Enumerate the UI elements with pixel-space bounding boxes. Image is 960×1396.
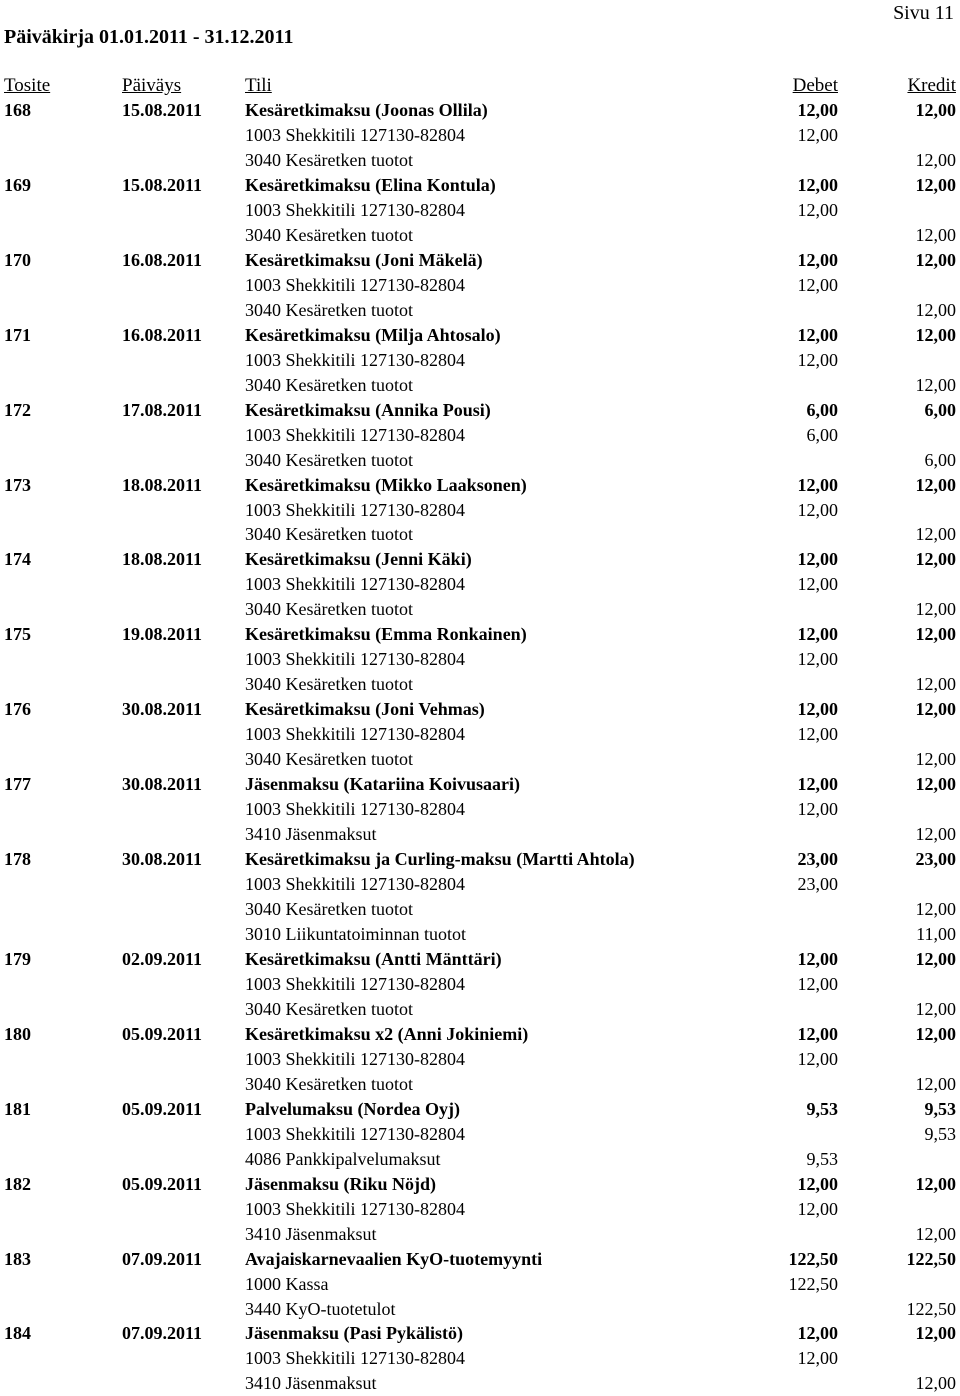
line-debet: 12,00	[797, 124, 838, 145]
entry-account-line	[0, 1371, 960, 1396]
entry-kredit: 12,00	[915, 324, 956, 345]
entry-account-line	[0, 123, 960, 148]
entry-account-line	[0, 672, 960, 697]
account-name: 1003 Shekkitili 127130-82804	[245, 973, 465, 994]
line-kredit: 12,00	[915, 899, 956, 919]
entry-kredit: 6,00	[924, 399, 956, 420]
entry-description: Kesäretkimaksu ja Curling-maksu (Martti Ahtola)	[245, 849, 635, 870]
entry-debet: 12,00	[797, 699, 838, 720]
line-debet: 6,00	[806, 424, 838, 445]
entry-date: 16.08.2011	[122, 324, 203, 345]
entry-header-row	[0, 697, 960, 722]
voucher-number: 182	[4, 1173, 31, 1194]
entry-account-line	[0, 722, 960, 747]
voucher-number: 172	[4, 399, 31, 420]
entry-description: Kesäretkimaksu (Antti Mänttäri)	[245, 948, 502, 969]
account-name: 1003 Shekkitili 127130-82804	[245, 724, 465, 745]
entry-date: 30.08.2011	[122, 699, 203, 720]
line-debet: 12,00	[797, 973, 838, 994]
voucher-number: 170	[4, 249, 31, 270]
voucher-number: 175	[4, 624, 31, 645]
entry-kredit: 12,00	[915, 1023, 956, 1044]
entry-debet: 12,00	[797, 948, 838, 969]
voucher-number: 184	[4, 1323, 31, 1344]
entry-date: 05.09.2011	[122, 1023, 203, 1044]
column-header-debet: Debet	[792, 75, 838, 96]
account-name: 1003 Shekkitili 127130-82804	[245, 1048, 465, 1069]
entry-header-row	[0, 1247, 960, 1272]
entry-kredit: 122,50	[906, 1248, 956, 1269]
line-kredit: 12,00	[915, 524, 956, 545]
entry-header-row	[0, 772, 960, 797]
entry-header-row	[0, 473, 960, 498]
entry-header-row	[0, 547, 960, 572]
entry-account-line	[0, 822, 960, 847]
voucher-number: 179	[4, 948, 31, 969]
account-name: 1003 Shekkitili 127130-82804	[245, 574, 465, 595]
column-header-tili: Tili	[245, 75, 272, 96]
account-name: 1003 Shekkitili 127130-82804	[245, 199, 465, 220]
line-kredit: 12,00	[915, 374, 956, 395]
entry-account-line	[0, 572, 960, 597]
entry-debet: 12,00	[797, 324, 838, 345]
line-kredit: 12,00	[915, 599, 956, 620]
voucher-number: 178	[4, 849, 31, 870]
account-name: 3040 Kesäretken tuotot	[245, 749, 413, 770]
entry-header-row	[0, 1097, 960, 1122]
entry-date: 18.08.2011	[122, 549, 203, 570]
entry-description: Kesäretkimaksu (Mikko Laaksonen)	[245, 474, 527, 495]
voucher-number: 169	[4, 174, 31, 195]
account-name: 1003 Shekkitili 127130-82804	[245, 649, 465, 670]
account-name: 3410 Jäsenmaksut	[245, 1373, 377, 1394]
account-name: 1003 Shekkitili 127130-82804	[245, 799, 465, 820]
account-name: 3040 Kesäretken tuotot	[245, 299, 413, 320]
entry-description: Kesäretkimaksu x2 (Anni Jokiniemi)	[245, 1023, 529, 1044]
entry-description: Kesäretkimaksu (Emma Ronkainen)	[245, 624, 527, 645]
column-header-paivays: Päiväys	[122, 75, 182, 96]
entry-header-row	[0, 98, 960, 123]
account-name: 1000 Kassa	[245, 1273, 329, 1294]
entry-debet: 12,00	[797, 249, 838, 270]
account-name: 1003 Shekkitili 127130-82804	[245, 499, 465, 520]
entry-debet: 23,00	[797, 849, 838, 870]
line-kredit: 12,00	[915, 299, 956, 320]
entry-account-line	[0, 1346, 960, 1371]
line-debet: 12,00	[797, 574, 838, 595]
line-debet: 12,00	[797, 724, 838, 745]
entry-account-line	[0, 872, 960, 897]
entry-debet: 12,00	[797, 1323, 838, 1344]
entry-debet: 6,00	[806, 399, 838, 420]
entry-kredit: 12,00	[915, 100, 956, 120]
line-debet: 12,00	[797, 649, 838, 670]
entry-account-line	[0, 972, 960, 997]
column-header-tosite: Tosite	[4, 75, 51, 96]
entry-account-line	[0, 597, 960, 622]
entry-debet: 12,00	[797, 100, 838, 120]
account-name: 1003 Shekkitili 127130-82804	[245, 349, 465, 370]
entry-account-line	[0, 223, 960, 248]
entry-account-line	[0, 747, 960, 772]
line-kredit: 12,00	[915, 824, 956, 845]
entry-kredit: 12,00	[915, 174, 956, 195]
voucher-number: 181	[4, 1098, 31, 1119]
journal-entries	[0, 98, 960, 1396]
account-name: 3040 Kesäretken tuotot	[245, 998, 413, 1019]
entry-description: Kesäretkimaksu (Annika Pousi)	[245, 399, 491, 420]
entry-header-row	[0, 1321, 960, 1346]
line-debet: 9,53	[806, 1148, 838, 1169]
entry-account-line	[0, 298, 960, 323]
account-name: 3010 Liikuntatoiminnan tuotot	[245, 923, 466, 944]
entry-date: 30.08.2011	[122, 849, 203, 870]
line-kredit: 12,00	[915, 749, 956, 770]
voucher-number: 177	[4, 774, 31, 795]
entry-account-line	[0, 1047, 960, 1072]
account-name: 3040 Kesäretken tuotot	[245, 599, 413, 620]
account-name: 1003 Shekkitili 127130-82804	[245, 1348, 465, 1369]
entry-account-line	[0, 1147, 960, 1172]
line-kredit: 12,00	[915, 1373, 956, 1394]
voucher-number: 173	[4, 474, 31, 495]
entry-account-line	[0, 1197, 960, 1222]
column-header-kredit: Kredit	[907, 75, 956, 96]
entry-debet: 12,00	[797, 1173, 838, 1194]
entry-kredit: 12,00	[915, 948, 956, 969]
entry-description: Kesäretkimaksu (Joonas Ollila)	[245, 100, 488, 120]
account-name: 3040 Kesäretken tuotot	[245, 524, 413, 545]
entry-account-line	[0, 1272, 960, 1297]
line-debet: 12,00	[797, 274, 838, 295]
entry-account-line	[0, 1297, 960, 1322]
account-name: 3040 Kesäretken tuotot	[245, 1073, 413, 1094]
entry-header-row	[0, 248, 960, 273]
entry-kredit: 23,00	[915, 849, 956, 870]
account-name: 3040 Kesäretken tuotot	[245, 449, 413, 470]
voucher-number: 168	[4, 100, 31, 120]
entry-account-line	[0, 1222, 960, 1247]
entry-header-row	[0, 847, 960, 872]
entry-debet: 12,00	[797, 624, 838, 645]
line-debet: 23,00	[797, 874, 838, 895]
entry-date: 05.09.2011	[122, 1173, 203, 1194]
line-debet: 12,00	[797, 1348, 838, 1369]
entry-account-line	[0, 348, 960, 373]
line-debet: 12,00	[797, 799, 838, 820]
entry-kredit: 12,00	[915, 249, 956, 270]
account-name: 3040 Kesäretken tuotot	[245, 674, 413, 695]
line-kredit: 12,00	[915, 674, 956, 695]
voucher-number: 171	[4, 324, 31, 345]
account-name: 3040 Kesäretken tuotot	[245, 224, 413, 245]
line-debet: 12,00	[797, 349, 838, 370]
line-kredit: 6,00	[924, 449, 956, 470]
entry-header-row	[0, 1022, 960, 1047]
entry-kredit: 12,00	[915, 699, 956, 720]
line-debet: 122,50	[788, 1273, 838, 1294]
entry-header-row	[0, 323, 960, 348]
account-name: 3410 Jäsenmaksut	[245, 824, 377, 845]
entry-account-line	[0, 897, 960, 922]
account-name: 4086 Pankkipalvelumaksut	[245, 1148, 441, 1169]
entry-description: Palvelumaksu (Nordea Oyj)	[245, 1098, 460, 1119]
entry-account-line	[0, 797, 960, 822]
entry-debet: 9,53	[806, 1098, 838, 1119]
entry-kredit: 12,00	[915, 624, 956, 645]
line-kredit: 12,00	[915, 224, 956, 245]
line-debet: 12,00	[797, 199, 838, 220]
line-kredit: 11,00	[916, 923, 956, 944]
account-name: 1003 Shekkitili 127130-82804	[245, 274, 465, 295]
entry-header-row	[0, 1172, 960, 1197]
entry-account-line	[0, 148, 960, 173]
entry-date: 18.08.2011	[122, 474, 203, 495]
entry-date: 16.08.2011	[122, 249, 203, 270]
entry-date: 05.09.2011	[122, 1098, 203, 1119]
account-name: 1003 Shekkitili 127130-82804	[245, 124, 465, 145]
entry-account-line	[0, 448, 960, 473]
entry-account-line	[0, 1072, 960, 1097]
entry-header-row	[0, 947, 960, 972]
entry-description: Kesäretkimaksu (Jenni Käki)	[245, 549, 472, 570]
entry-header-row	[0, 622, 960, 647]
account-name: 1003 Shekkitili 127130-82804	[245, 1198, 465, 1219]
voucher-number: 176	[4, 699, 31, 720]
entry-description: Kesäretkimaksu (Milja Ahtosalo)	[245, 324, 501, 345]
line-kredit: 9,53	[924, 1123, 956, 1144]
entry-kredit: 12,00	[915, 1173, 956, 1194]
entry-date: 17.08.2011	[122, 399, 203, 420]
entry-description: Jäsenmaksu (Pasi Pykälistö)	[245, 1323, 464, 1344]
entry-debet: 12,00	[797, 774, 838, 795]
account-name: 1003 Shekkitili 127130-82804	[245, 874, 465, 895]
entry-kredit: 12,00	[915, 1323, 956, 1344]
entry-kredit: 12,00	[915, 549, 956, 570]
entry-debet: 12,00	[797, 474, 838, 495]
entry-account-line	[0, 423, 960, 448]
page-number: Sivu 11	[893, 2, 954, 24]
entry-description: Kesäretkimaksu (Elina Kontula)	[245, 174, 496, 195]
entry-date: 30.08.2011	[122, 774, 203, 795]
entry-debet: 12,00	[797, 549, 838, 570]
entry-description: Kesäretkimaksu (Joni Mäkelä)	[245, 249, 483, 270]
entry-debet: 12,00	[797, 174, 838, 195]
entry-account-line	[0, 647, 960, 672]
entry-account-line	[0, 273, 960, 298]
entry-date: 19.08.2011	[122, 624, 203, 645]
entry-date: 02.09.2011	[122, 948, 203, 969]
line-debet: 12,00	[797, 1048, 838, 1069]
account-name: 1003 Shekkitili 127130-82804	[245, 424, 465, 445]
entry-date: 15.08.2011	[122, 100, 203, 120]
entry-account-line	[0, 1122, 960, 1147]
voucher-number: 174	[4, 549, 31, 570]
line-kredit: 12,00	[915, 1073, 956, 1094]
voucher-number: 180	[4, 1023, 31, 1044]
account-name: 3410 Jäsenmaksut	[245, 1223, 377, 1244]
entry-account-line	[0, 373, 960, 398]
entry-account-line	[0, 198, 960, 223]
entry-debet: 122,50	[788, 1248, 838, 1269]
entry-kredit: 12,00	[915, 474, 956, 495]
entry-account-line	[0, 997, 960, 1022]
entry-date: 07.09.2011	[122, 1248, 203, 1269]
entry-header-row	[0, 173, 960, 198]
entry-date: 15.08.2011	[122, 174, 203, 195]
entry-description: Kesäretkimaksu (Joni Vehmas)	[245, 699, 485, 720]
entry-kredit: 9,53	[924, 1098, 956, 1119]
account-name: 3040 Kesäretken tuotot	[245, 149, 413, 170]
entry-account-line	[0, 522, 960, 547]
line-kredit: 122,50	[906, 1298, 956, 1319]
line-debet: 12,00	[797, 499, 838, 520]
document-title: Päiväkirja 01.01.2011 - 31.12.2011	[4, 26, 294, 48]
entry-debet: 12,00	[797, 1023, 838, 1044]
entry-account-line	[0, 922, 960, 947]
entry-description: Jäsenmaksu (Riku Nöjd)	[245, 1173, 437, 1194]
line-kredit: 12,00	[915, 149, 956, 170]
entry-description: Jäsenmaksu (Katariina Koivusaari)	[245, 774, 521, 795]
account-name: 3440 KyO-tuotetulot	[245, 1298, 396, 1319]
account-name: 3040 Kesäretken tuotot	[245, 374, 413, 395]
line-kredit: 12,00	[915, 1223, 956, 1244]
line-debet: 12,00	[797, 1198, 838, 1219]
account-name: 1003 Shekkitili 127130-82804	[245, 1123, 465, 1144]
entry-date: 07.09.2011	[122, 1323, 203, 1344]
entry-header-row	[0, 398, 960, 423]
account-name: 3040 Kesäretken tuotot	[245, 899, 413, 919]
line-kredit: 12,00	[915, 998, 956, 1019]
entry-kredit: 12,00	[915, 774, 956, 795]
voucher-number: 183	[4, 1248, 31, 1269]
entry-description: Avajaiskarnevaalien KyO-tuotemyynti	[245, 1248, 543, 1269]
entry-account-line	[0, 498, 960, 523]
